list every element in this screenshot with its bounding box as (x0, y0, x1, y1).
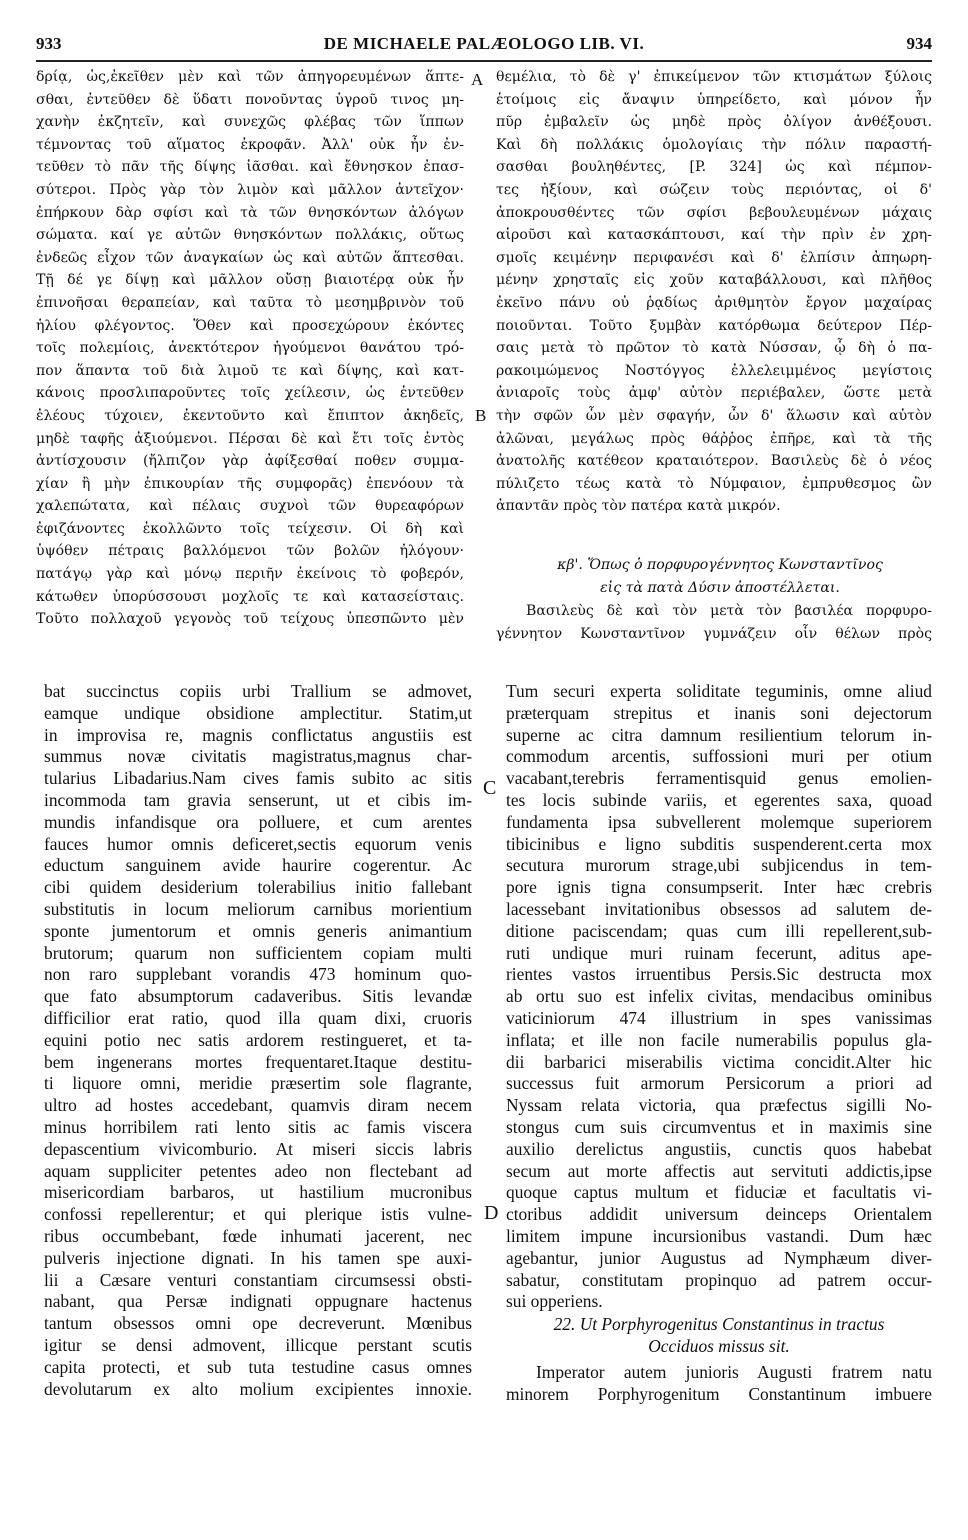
latin-text-line: tantum obsessos omni ope decreverunt. Mœnibus (44, 1313, 472, 1334)
running-title: DE MICHAELE PALÆOLOGO LIB. VI. (323, 34, 645, 53)
greek-text-line: πον ἅπαντα τοῦ διὰ λιμοῦ τε καὶ δίψης, καὶ κατ- (36, 362, 464, 379)
greek-chapter-heading (520, 554, 920, 599)
greek-text-line: δρίᾳ, ὡς,ἐκεῖθεν μὲν καὶ τῶν ἀπηγορευμένων ἅπτε- (36, 69, 464, 85)
section-marker-c: C (483, 777, 497, 799)
greek-text-line: τέμνοντας τοῦ αἵματος ἐκροφᾶν. Ἀλλ' οὐκ ἦν ἐν- (36, 136, 464, 153)
greek-text-line: Τοῦτο πολλαχοῦ γεγονὸς τοῦ τείχους ὑπεσπῶντο μὲν (36, 611, 464, 628)
latin-text-line: sponte jumentorum et omnis generis animantium (44, 920, 472, 941)
latin-text-line: auxilio derelictus angustiis, cunctis quos habebat (506, 1138, 932, 1159)
section-marker-d: D (484, 1202, 499, 1224)
greek-text-line: ποιοῦνται. Τοῦτο ξυμβὰν κατόρθωμα δεύτερον Πέρ- (496, 317, 932, 334)
greek-text-line: χίαν ἢ μὴν ἐπικουρίαν τῆς συμφορᾶς) ἐπενόουν τὰ (36, 475, 464, 492)
latin-text-line: eductum sanguinem avide haurire cogerentur. Ac (44, 855, 472, 876)
greek-text-line: μένην χρησταῖς εἰς χοῦν καταβάλλουσι, καὶ πλῆθος (496, 272, 932, 289)
greek-text-line: κάνοις προσλιπαροῦντες τοῖς χείλεσιν, ὡς ἐντεῦθεν (36, 385, 464, 402)
greek-text-line: ἑτοίμοις εἰς ἄναψιν ὑπηρείδετο, καὶ μόνον ἦν (496, 91, 932, 108)
greek-text-line: Βασιλεὺς δὲ καὶ τὸν μετὰ τὸν βασιλέα πορφυρο- (526, 603, 932, 619)
latin-text-line: ultro ad hostes accedebant, quamvis diram necem (44, 1095, 472, 1116)
latin-text-line: non raro supplebant vorandis 473 hominum quo- (44, 964, 472, 985)
section-marker-b: B (475, 406, 487, 425)
latin-text-line: mundis infandisque ora polluere, et cum arentes (44, 811, 472, 832)
latin-text-line: minorem Porphyrogenitum Constantinum imbuere (506, 1383, 932, 1404)
greek-text-line: κάτωθεν ὑπορύσσουσι μοχλοῖς τε καὶ κατασείσταις. (36, 588, 464, 605)
latin-column-right (506, 681, 932, 1313)
greek-text-line: σώματα. καί γε αὐτῶν θνησκόντων πολλάκις, οὕτως (36, 227, 464, 244)
greek-text-line: πύλιζετο τέως κατὰ τὸ Νύμφαιον, ἐμπρυθεσμος ὢν (496, 475, 932, 492)
latin-text-line: igitur se densi admovent, illicque perstant scutis (44, 1334, 472, 1355)
greek-text-line: ἀντίσχουσιν (ἤλπιζον γὰρ ἀφίξεσθαί ποθεν συμμα- (36, 453, 464, 470)
greek-text-line: χανὴν ἐκζητεῖν, καὶ συνεχῶς φλέβας τῶν ἵππων (36, 114, 464, 131)
page-number-left: 933 (36, 34, 62, 53)
latin-text-line: Imperator autem junioris Augusti fratrem natu (536, 1362, 932, 1382)
latin-text-line: sui opperiens. (506, 1291, 603, 1312)
latin-text-line: lii a Cæsare venturi constantiam circumsessi obsti- (44, 1269, 472, 1290)
greek-text-line: γέννητον Κωνσταντῖνον γυμνάζειν οἷν θέλων πρὸς (496, 625, 932, 642)
greek-text-line: τὴν σφῶν ὧν μὲν σφαγήν, ὧν δ' ἅλωσιν καὶ αὐτὸν (496, 407, 932, 424)
greek-text-line: ἐνδεῶς εἶχον τῶν ἀναγκαίων ὡς καὶ αὐτῶν ἅπτεσθαι. (36, 249, 464, 266)
latin-text-line: tularius Libadarius.Nam cives famis subito ac sitis (44, 768, 472, 789)
latin-text-line: brutorum; quarum non sufficientem copiam multi (44, 942, 472, 963)
latin-text-line: ti liquore omni, meridie præsertim sole flagrante, (44, 1073, 472, 1094)
latin-heading-line: 22. Ut Porphyrogenitus Constantinus in tractus (553, 1314, 885, 1334)
latin-text-line: limitem impune incursionibus vastandi. Dum hæc (506, 1225, 932, 1246)
latin-text-line: secutura murorum strage,ubi subjicendus in tem- (506, 855, 932, 876)
greek-text-line: σασθαι βουληθέντες, [P. 324] ὡς καὶ πέμπον- (496, 159, 932, 176)
greek-text-line: ἐπινοῆσαι θεραπείαν, καὶ ταῦτα τὸ μεσημβρινὸν τοῦ (36, 294, 464, 311)
header-rule (36, 60, 932, 62)
latin-text-line: commodum arcentis, suffossioni muri per otium (506, 746, 932, 767)
latin-text-line: sabatur, constitutam propinquo ad patrem occur- (506, 1269, 932, 1290)
latin-text-line: incommoda tam gravia senserunt, ut et cibis im- (44, 789, 472, 810)
latin-text-line: ctoribus addidit universum deinceps Orientalem (506, 1204, 932, 1225)
latin-text-line: eamque undique obsidione amplectitur. Statim,ut (44, 702, 472, 723)
latin-text-line: in improvisa re, magnis conflictatus angustiis est (44, 724, 472, 745)
running-header (36, 34, 932, 60)
greek-text-line: θεμέλια, τὸ δὲ γ' ἐπικείμενον τῶν κτισμάτων ξύλοις (496, 69, 932, 85)
latin-column-left (44, 681, 472, 1400)
latin-column-right-continuation (506, 1362, 932, 1406)
latin-text-line: præterquam strepitus et inanis soni dejectorum (506, 702, 932, 723)
greek-column-right-continuation (496, 600, 932, 645)
latin-text-line: fundamenta ipsa subvellerent molemque superiorem (506, 811, 932, 832)
greek-text-line: ἀποκρουσθέντες τῶν σφίσι βεβουλευμένων μάχαις (496, 204, 932, 221)
greek-text-line: Καὶ δὴ πολλάκις ὁμολογίαις τὴν πόλιν παραστή- (496, 136, 932, 153)
latin-text-line: ditione paciscendam; quas cum illi repellerent,sub- (506, 920, 932, 941)
latin-text-line: misericordiam barbaros, ut hastilium mucronibus (44, 1182, 472, 1203)
greek-text-line: τοῖς πολεμίοις, ἀνεκτότερον ἡγούμενοι θανάτου τρό- (36, 340, 464, 357)
latin-text-line: tibicinibus e ligno subditis suspenderent.certa mox (506, 833, 932, 854)
latin-text-line: fauces humor omnis deficeret,sectis equorum venis (44, 833, 472, 854)
greek-text-line: ἀλῶναι, μεγάλως πρὸς θάῤῥος ἐπῆρε, καὶ τὰ τῆς (496, 430, 932, 447)
latin-text-line: stongus cum suis circumventus et in maximis sine (506, 1116, 932, 1137)
greek-text-line: σαις μετὰ τὸ πρῶτον τὸ κατὰ Νύσσαν, ᾧ δὴ ὁ πα- (496, 340, 932, 357)
greek-text-line: ὑψόθεν πέτραις βαλλόμενοι τῶν βολῶν ἠλόγουν· (36, 543, 464, 560)
latin-text-line: successus fuit armorum Persicorum a priori ad (506, 1073, 932, 1094)
latin-text-line: Nyssam relata victoria, qua præfectus sigilli No- (506, 1095, 932, 1116)
greek-column-left (36, 66, 464, 631)
greek-text-line: σμοῖς κειμένην περιφανέσι καὶ δ' ἐλπίσιν ἀπηωρη- (496, 249, 932, 266)
latin-text-line: ruti undique muri ruinam fecerunt, aditus ape- (506, 942, 932, 963)
greek-heading-line: κβ'. Ὅπως ὁ πορφυρογέννητος Κωνσταντῖνος (557, 557, 883, 573)
greek-text-line: τες ἠξίουν, καὶ σώζειν τοὺς περιόντας, οἱ δ' (496, 181, 932, 198)
latin-text-line: confossi repellerentur; et qui plerique istis vulne- (44, 1204, 472, 1225)
greek-text-line: ἀνιαροῖς τοὺς ἀμφ' αὐτὸν περιέβαλεν, ὥστε μετὰ (496, 385, 932, 402)
latin-text-line: cibi quidem desiderium tolerabilius initio fallebant (44, 877, 472, 898)
greek-heading-line: εἰς τὰ πατὰ Δύσιν ἀποστέλλεται. (600, 579, 840, 596)
greek-text-line: σθαι, ἐντεῦθεν δὲ ὕδατι πονοῦντας ὑγροῦ τινος μη- (36, 91, 464, 108)
latin-text-line: que fato absumptorum cadaveribus. Sitis levandæ (44, 986, 472, 1007)
latin-text-line: capita protecti, et sub tuta testudine casus omnes (44, 1356, 472, 1377)
latin-text-line: minus horribilem rati lento sitis ac famis viscera (44, 1116, 472, 1137)
latin-text-line: ab ortu suo est infelix civitas, mendacibus ominibus (506, 986, 932, 1007)
greek-text-line: μηδὲ ταφῆς ἀξιούμενοι. Πέρσαι δὲ καὶ ἔτι τοῖς ἐντὸς (36, 430, 464, 447)
greek-text-line: ἀνατολῆς κατέθεον κραταιότερον. Βασιλεὺς δὲ ὁ νέος (496, 453, 932, 470)
greek-text-line: σύτεροι. Πρὸς γὰρ τὸν λιμὸν καὶ μᾶλλον ἀντεῖχον· (36, 181, 464, 198)
greek-text-line: πῦρ ἐμβαλεῖν ὡς μηδὲ πρὸς ὀλίγον ἀνθέξουσι. (496, 114, 932, 131)
latin-text-line: ribus occumbebant, fœde inhumati jacerent, nec (44, 1225, 472, 1246)
greek-column-right (496, 66, 932, 518)
latin-text-line: superne ac citra damnum resilientium telorum in- (506, 724, 932, 745)
latin-text-line: summus novæ civitatis magistratus,magnus char- (44, 746, 472, 767)
latin-text-line: lacessebant invitationibus obsessos ad salutem de- (506, 898, 932, 919)
greek-text-line: ἐφιζάνοντες ἐκολλῶντο τοῖς τείχεσιν. Οἱ δὴ καὶ (36, 520, 464, 537)
latin-text-line: substitutis in locum meliorum carnibus morientium (44, 898, 472, 919)
latin-text-line: vaticiniorum 474 illustrium in spes vanissimas (506, 1007, 932, 1028)
latin-text-line: pore ignis tigna consumpserit. Inter hæc crebris (506, 877, 932, 898)
latin-text-line: bem ingenerans mortes frequentaret.Itaque destitu- (44, 1051, 472, 1072)
latin-text-line: secum aut morte affectis aut servituti addictis,ipse (506, 1160, 932, 1181)
latin-text-line: difficilior erat ratio, quod illa quam dixi, cruoris (44, 1007, 472, 1028)
latin-chapter-heading (506, 1314, 932, 1358)
greek-text-line: πατάγῳ γὰρ καὶ μόνῳ περιῆν ἐκείνοις τὸ φοβερόν, (36, 566, 464, 583)
latin-text-line: tes locis subinde variis, et egerentes saxa, quoad (506, 789, 932, 810)
latin-text-line: dii barbarici miserabilis victima concidit.Alter hic (506, 1051, 932, 1072)
greek-text-line: ἀπαντᾶν πρὸς τὸν πατέρα κατὰ μικρόν. (496, 498, 781, 515)
latin-text-line: Tum securi experta soliditate teguminis, omne aliud (506, 681, 932, 701)
greek-text-line: ἐλέους τύχοιεν, ἐκεντοῦντο καὶ ἔπιπτον ἀκηδεῖς, (36, 407, 464, 424)
greek-text-line: ρακοιμώμενος Νοστόγγος ἐλλελειμμένος μεγίστοις (496, 362, 932, 379)
greek-text-line: αἱροῦσι καὶ κατασκάπτουσι, καί τὴν πρὶν ἐν χρη- (496, 227, 932, 244)
latin-text-line: depascentium vivicomburio. At miseri siccis labris (44, 1138, 472, 1159)
latin-text-line: aquam suppliciter petentes adeo non flectebant ad (44, 1160, 472, 1181)
latin-text-line: bat succinctus copiis urbi Trallium se admovet, (44, 681, 472, 701)
latin-text-line: rientes vastos irruentibus Persis.Sic destructa mox (506, 964, 932, 985)
latin-text-line: devolutarum ex alto molium excipientes innoxie. (44, 1378, 472, 1399)
section-marker-a: A (471, 70, 484, 89)
latin-text-line: vacabant,terebris ferramentisquid genus emolien- (506, 768, 932, 789)
latin-text-line: inflata; et ille non facile numerabilis populus gla- (506, 1029, 932, 1050)
latin-text-line: pulveris injectione dignati. In his tamen spe auxi- (44, 1247, 472, 1268)
latin-text-line: nabant, qua Persæ indignati oppugnare hactenus (44, 1291, 472, 1312)
latin-text-line: agebantur, junior Augustus ad Nymphæum diver- (506, 1247, 932, 1268)
latin-heading-line: Occiduos missus sit. (648, 1335, 790, 1356)
greek-text-line: Τῇ δέ γε δίψῃ καὶ μᾶλλον οὔσῃ βιαιοτέρᾳ οὐκ ἦν (36, 272, 464, 289)
page-number-right: 934 (906, 34, 932, 53)
latin-text-line: equini potio nec satis ardorem restingueret, et ta- (44, 1029, 472, 1050)
latin-text-line: quoque captus multum et fiduciæ et facultatis vi- (506, 1182, 932, 1203)
greek-text-line: ἐκεῖνο πάνυ οὐ ῥᾳδίως ἀριθμητὸν ἔργον μαχαίρας (496, 294, 932, 311)
greek-text-line: χαλεπώτατα, καὶ πέλαις συχνοὶ τῶν θυρεαφόρων (36, 498, 464, 515)
greek-text-line: τεῦθεν τὸ πᾶν τῆς δίψης ἰᾶσθαι. καὶ ἔθνησκον ἐπασ- (36, 159, 464, 176)
greek-text-line: ἐπήρκουν δὰρ σφίσι καὶ τὰ τῶν θνησκόντων ἀλόγων (36, 204, 464, 221)
greek-text-line: ἡλίου φλέγοντος. Ὅθεν καὶ προσεχώρουν ἑκόντες (36, 317, 464, 334)
